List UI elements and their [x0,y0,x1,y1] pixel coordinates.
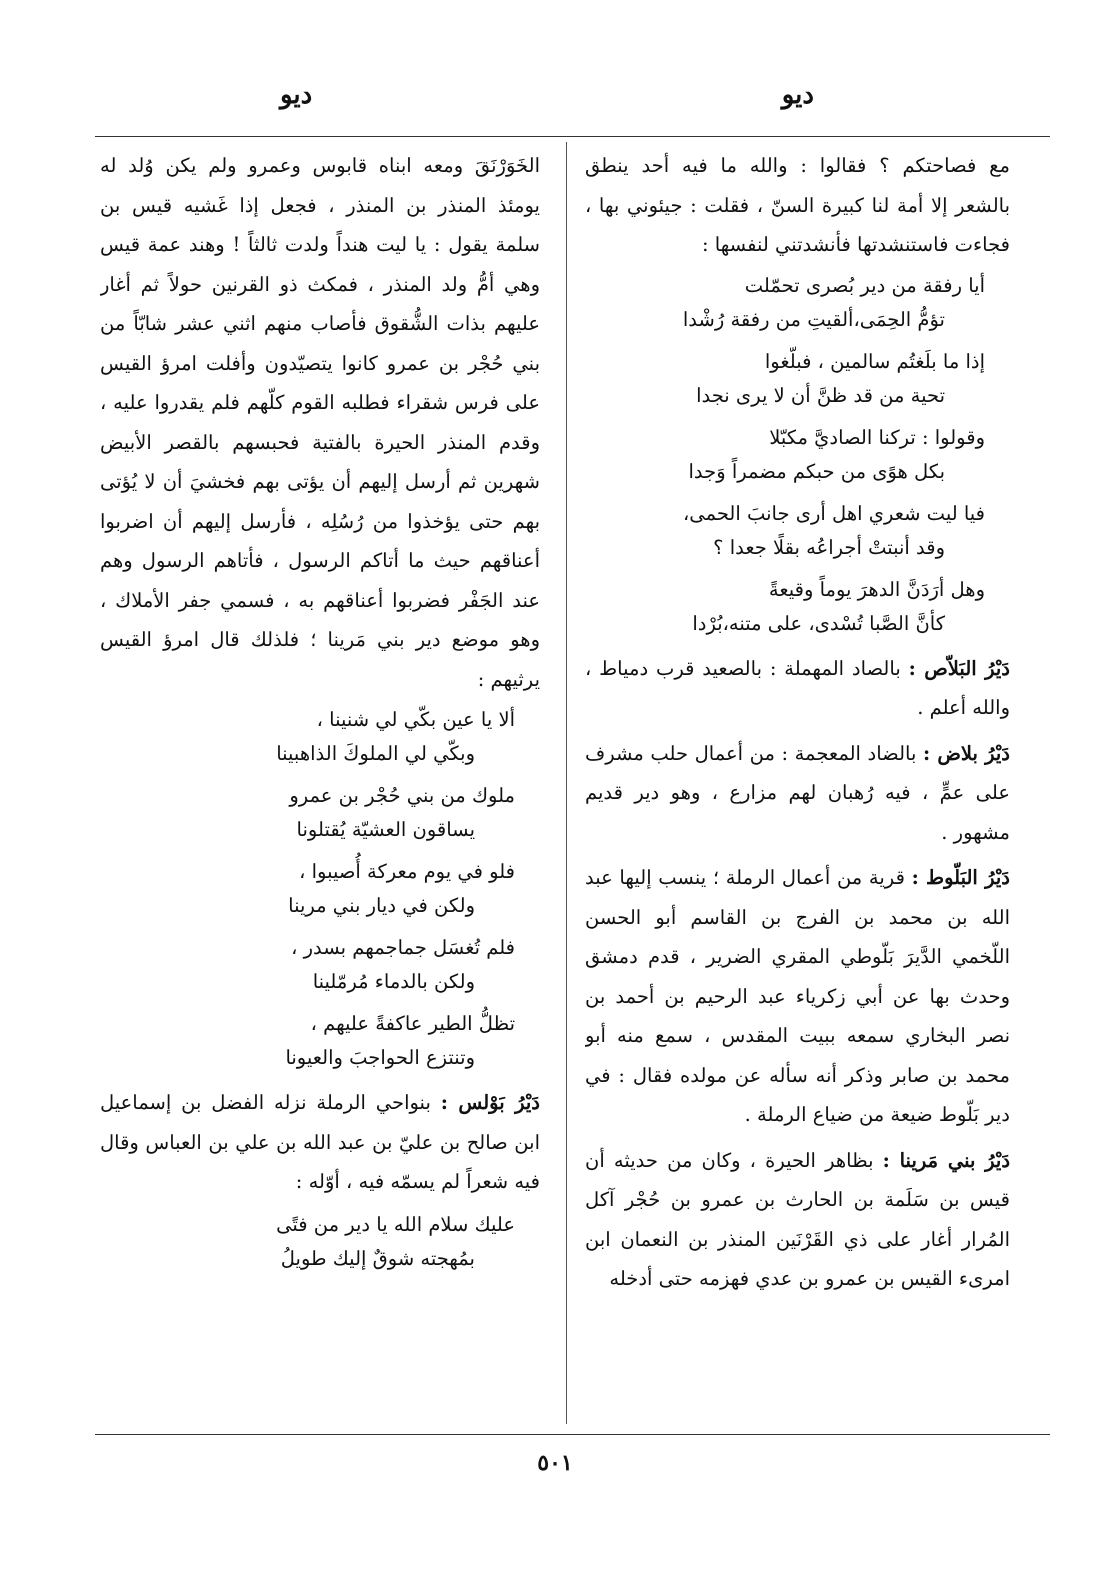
verse [585,573,1010,641]
entry-headword: دَيْرُ بَوْلس : [440,1091,540,1114]
verse-line: تظلُّ الطير عاكفةً عليهم ، [310,1012,515,1035]
entry-dayr-balad [585,734,1010,853]
page-header-right: ديو [781,80,814,110]
entry-headword: دَيْرُ البَلاّص : [908,656,1010,680]
left-column [100,146,540,1426]
verse [585,497,1010,565]
entry-text: قرية من أعمال الرملة ؛ ينسب إليها عبد الله بن محمد بن الفرج بن القاسم أبو الحسن اللّخمي الدَّيرَ بَلّوطي المقري الضرير ، قدم دمشق وحدث بها عن أبي زكرياء عبد الرحيم بن أحمد بن نصر البخاري سمعه ببيت المقدس ، سمع منه أبو محمد بن صابر وذكر أنه سأله عن مولده فقال : في دير بَلّوط ضيعة من ضياع الرملة . [585,866,1010,1126]
verse-line: كأنَّ الصَّبا تُسْدى، على متنه،بُرْدا [692,611,945,635]
left-intro: الخَوَرْنَقَ ومعه ابناه قابوس وعمرو ولم يكن وُلد له يومئذ المنذر بن المنذر ، فجعل إذا غَشيه قيس بن سلمة يقول : يا ليت هنداً ولدت ثالثاً ! وهند عمة قيس وهي أمُّ ولد المنذر ، فمكث ذو القرنين حولاً ثم أغار عليهم بذات الشُّقوق فأصاب منهم اثني عشر شابّاً من بني حُجْر بن عمرو كانوا يتصيّدون وأفلت امرؤ القيس على فرس شقراء فطلبه القوم كلّهم فلم يقدروا عليه ، وقدم المنذر الحيرة بالفتية فحبسهم بالقصر الأبيض شهرين ثم أرسل إليهم أن يؤتى بهم فخشيَ أن لا يُؤتى بهم حتى يؤخذوا من رُسُلِه ، فأرسل إليهم أن اضربوا أعناقهم حيث ما أتاكم الرسول ، فأتاهم الرسول وهم عند الجَفْر فضربوا أعناقهم به ، فسمي جفر الأملاك ، وهو موضع دير بني مَرينا ؛ فلذلك قال امرؤ القيس يرثيهم : [100,154,540,691]
verse-line: فلو في يوم معركة أُصيبوا ، [299,860,515,883]
verse-line: يساقون العشيّة يُقتلونا [296,818,475,841]
entry-headword: دَيْرُ بني مَرينا : [882,1148,1010,1172]
entry-headword: دَيْرُ بلاض : [922,741,1010,765]
verse [100,1007,540,1075]
verse-line: ولكن بالدماء مُرمّلينا [312,970,475,993]
top-rule [95,136,1050,137]
verse-line: فلم تُغسَل جماجمهم بسدر ، [291,936,515,959]
right-intro: مع فصاحتكم ؟ فقالوا : والله ما فيه أحد ينطق بالشعر إلا أمة لنا كبيرة السنّ ، فقلت : جيئوني بها ، فجاءت فاستنشدتها فأنشدتني لنفسها : [585,154,1010,256]
entry-dayr-bawlas [100,1083,540,1202]
page-header-left: ديو [280,80,313,110]
verse-line: بمُهجته شوقٌ إليك طويلُ [280,1246,475,1270]
entry-headword: دَيْرُ البَلّوط : [911,866,1010,889]
verse-line: وهل أرَدَنَّ الدهرَ يوماً وقيعةً [768,577,985,601]
entry-text: بالضاد المعجمة : من أعمال حلب مشرف على عمٍّ ، فيه رُهبان لهم مزارع ، وهو دير قديم مشهور . [585,741,1010,844]
bottom-rule [95,1434,1050,1435]
verse-line: أيا رفقة من دير بُصرى تحمّلت [744,273,985,297]
entry-dayr-al-ballut [585,858,1010,1135]
entry-dayr-al-ballas [585,649,1010,728]
verse-line: فيا ليت شعري اهل أرى جانبَ الحمى، [683,501,985,525]
verse-line: وتنتزع الحواجبَ والعيونا [285,1046,475,1069]
verse-line: تحية من قد ظنَّ أن لا يرى نجدا [696,383,945,407]
entry-text: بنواحي الرملة نزله الفضل بن إسماعيل ابن صالح بن عليّ بن عبد الله بن علي بن العباس وقال فيه شعراً لم يسمّه فيه ، أوّله : [100,1091,540,1193]
verse [100,779,540,847]
verse [585,345,1010,413]
entry-text: بالصاد المهملة : بالصعيد قرب دمياط ، والله أعلم . [585,656,1010,719]
verse-line: ملوك من بني حُجْر بن عمرو [289,784,515,807]
verse [100,703,540,771]
verse-line: ألا يا عين بكّي لي شنينا ، [316,708,515,731]
verse [100,855,540,923]
verse-line: تؤمُّ الحِمَى،ألقيتِ من رفقة رُشْدا [682,307,945,331]
page-number: ٥٠١ [537,1450,573,1476]
verse-line: بكل هوًى من حبكم مضمراً وَجدا [688,459,945,483]
verse [585,269,1010,337]
column-divider [566,142,567,1424]
verse-line: إذا ما بلَغتُم سالمين ، فبلّغوا [764,349,985,373]
entry-text: بظاهر الحيرة ، وكان من حديثه أن قيس بن سَلَمة بن الحارث بن عمرو بن حُجْر آكل المُرار أغار على ذي القَرْنَين المنذر بن النعمان ابن امرىء القيس بن عمرو بن عدي فهزمه حتى أدخله [585,1148,1010,1290]
verse-line: عليك سلام الله يا دير من فتًى [276,1212,515,1236]
right-column [585,146,1010,1426]
entry-dayr-bani-marina [585,1141,1010,1299]
verse-line: ولكن في ديار بني مرينا [288,894,475,917]
verse-line: وبكّي لي الملوكَ الذاهبينا [276,742,475,765]
verse [585,421,1010,489]
verse [100,1208,540,1276]
verse-line: وقد أنبتتْ أجراعُه بقلًا جعدا ؟ [713,535,945,559]
verse-line: وقولوا : تركنا الصاديَّ مكبّلا [769,425,985,449]
verse [100,931,540,999]
